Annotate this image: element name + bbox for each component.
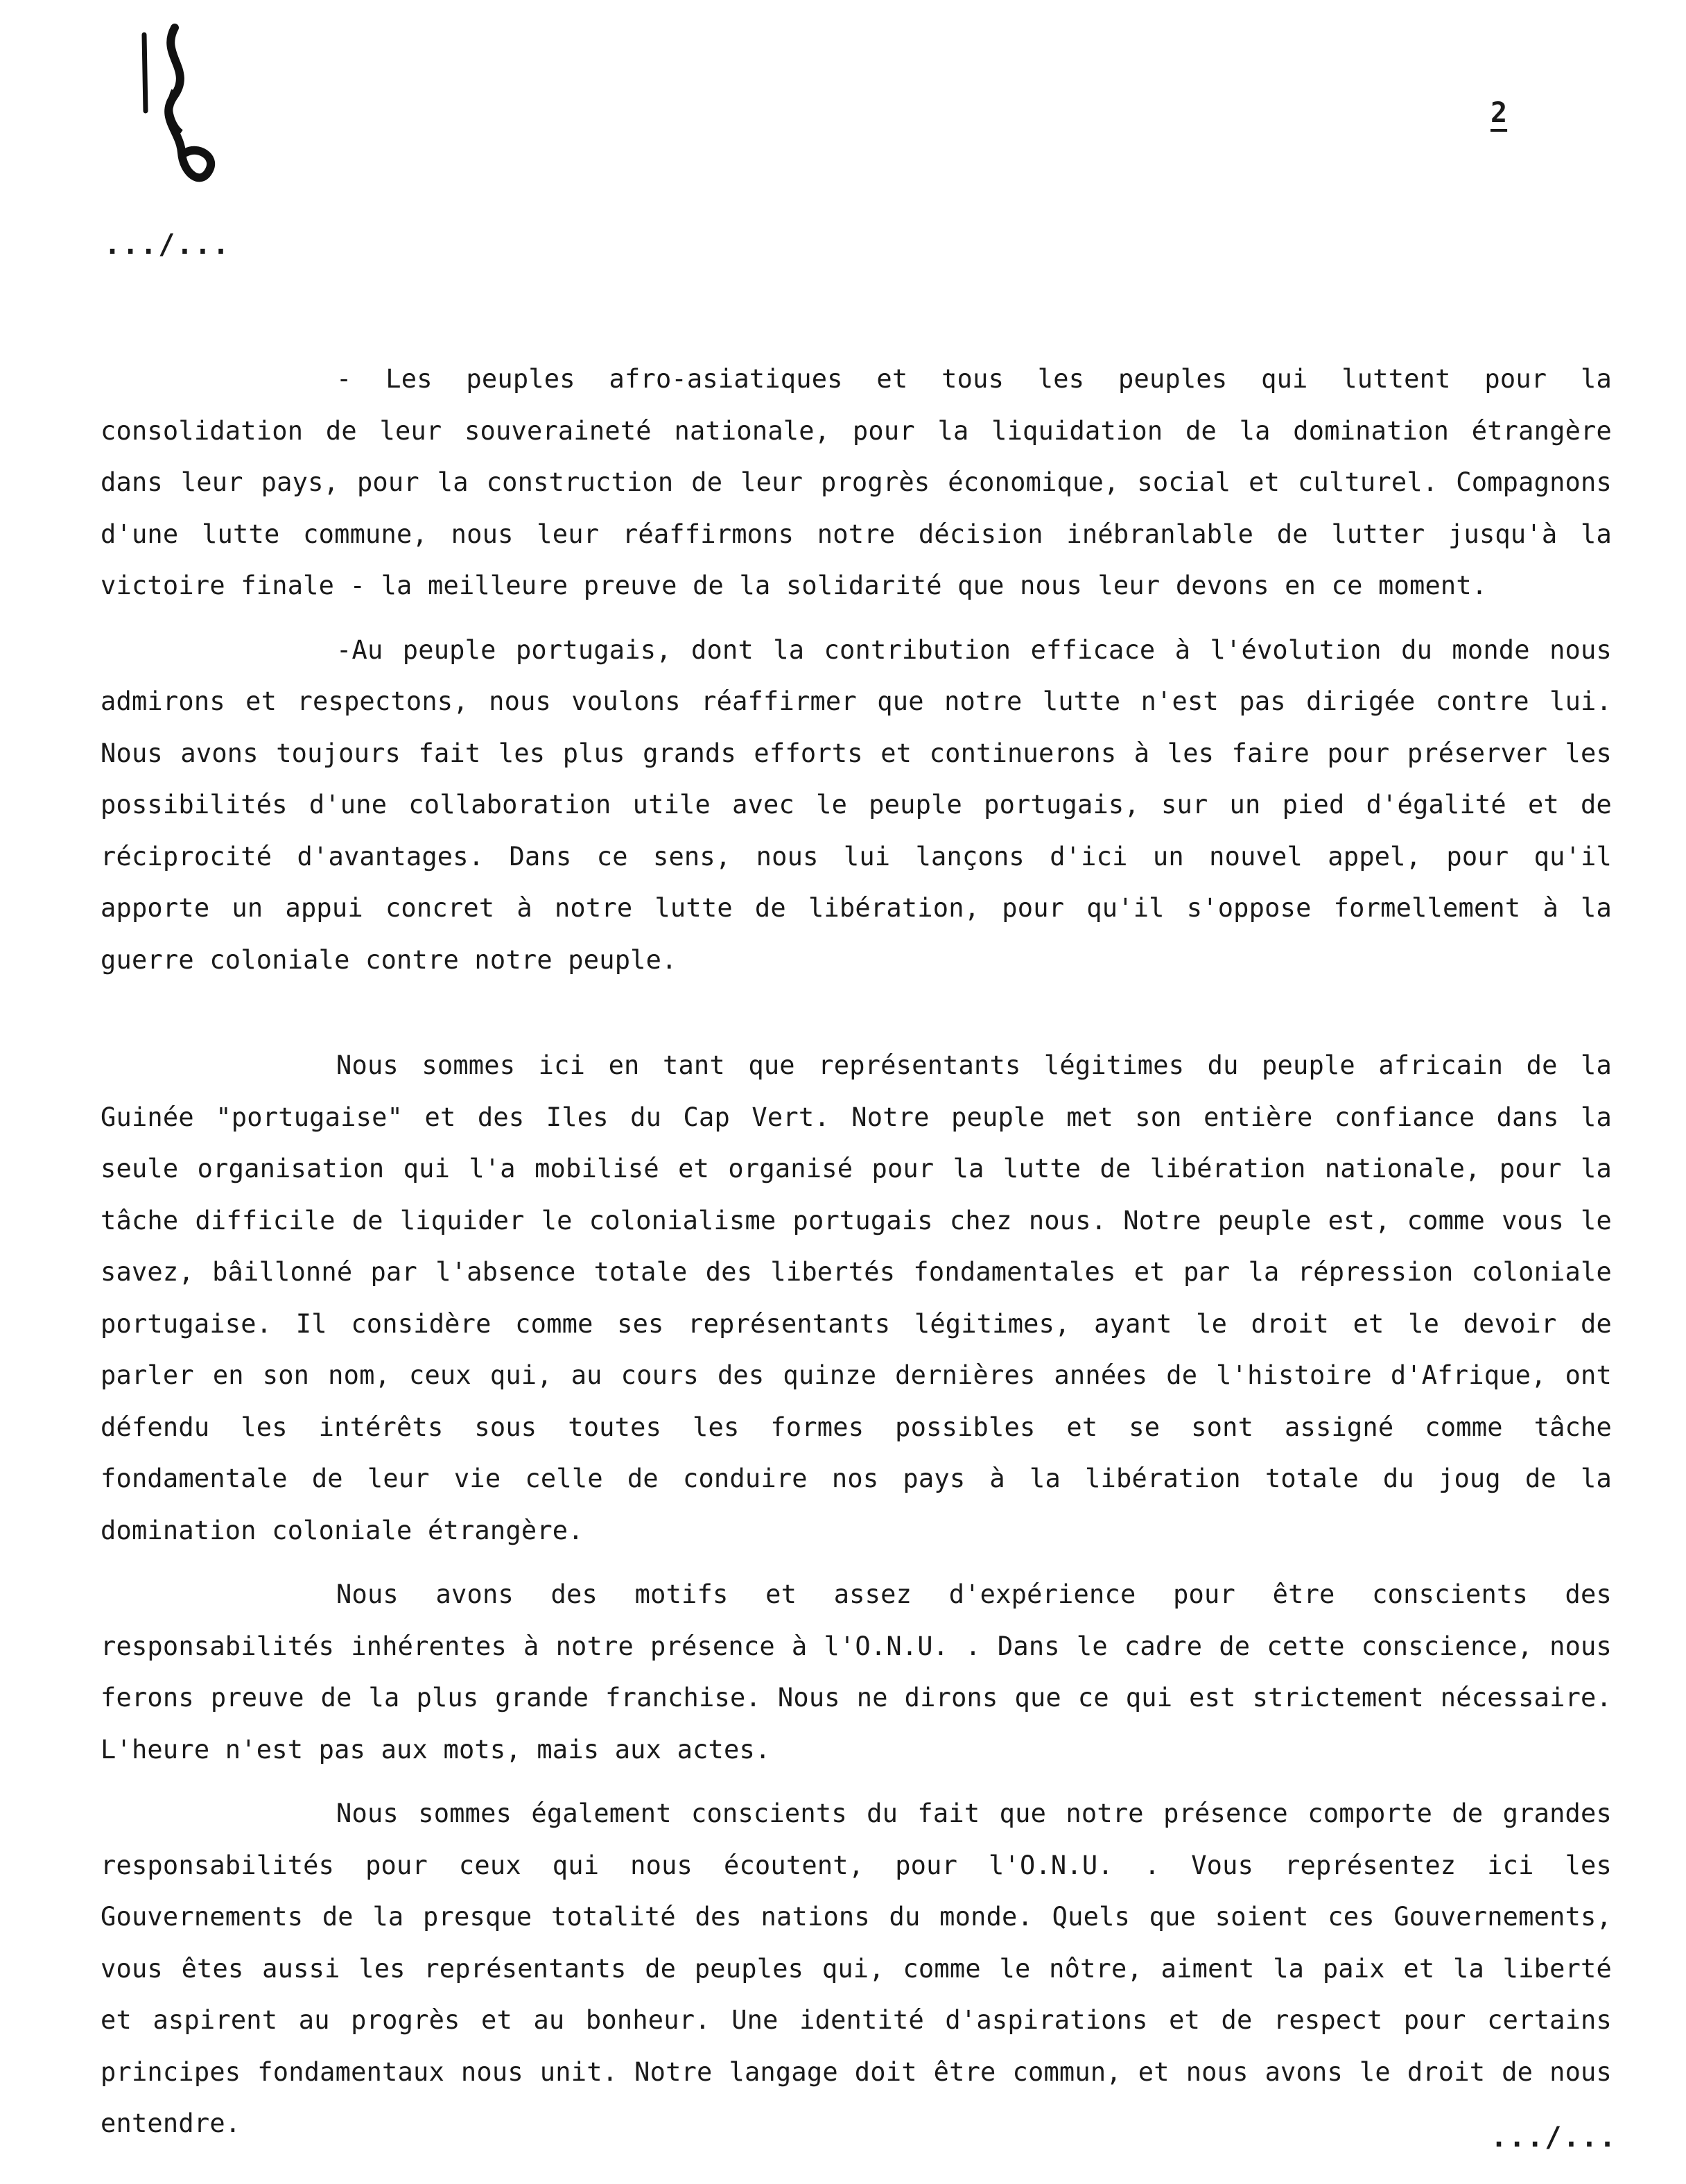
paragraph-4: Nous avons des motifs et assez d'expérience pour être conscients des responsabilités inhérentes à notre présence à l'O.N.U. . Dans le cadre de cette conscience, nous ferons preuve de la plus grande franchise. Nous ne dirons que ce qui est strictement nécessaire. L'heure n'est pas aux mots, mais aux actes.: [101, 1579, 1612, 1765]
document-body: [101, 354, 1612, 2150]
paragraph-1: - Les peuples afro-asiatiques et tous les peuples qui luttent pour la consolidation de leur souveraineté nationale, pour la liquidation de la domination étrangère dans leur pays, pour la construction de leur progrès économique, social et culturel. Compagnons d'une lutte commune, nous leur réaffirmons notre décision inébranlable de lutter jusqu'à la victoire finale - la meilleure preuve de la solidarité que nous leur devons en ce moment.: [101, 364, 1612, 600]
continuation-marker-bottom: .../...: [1491, 2122, 1617, 2153]
paragraph-2: -Au peuple portugais, dont la contribution efficace à l'évolution du monde nous admirons et respectons, nous voulons réaffirmer que notre lutte n'est pas dirigée contre lui. Nous avons toujours fait les plus grands efforts et continuerons à les faire pour préserver les possibilités d'une collaboration utile avec le peuple portugais, sur un pied d'égalité et de réciprocité d'avantages. Dans ce sens, nous lui lançons d'ici un nouvel appel, pour qu'il apporte un appui concret à notre lutte de libération, pour qu'il s'oppose formellement à la guerre coloniale contre notre peuple.: [101, 634, 1612, 975]
continuation-marker-top: .../...: [104, 229, 231, 261]
page-number: 2: [1491, 97, 1508, 129]
paragraph-3: Nous sommes ici en tant que représentants légitimes du peuple africain de la Guinée "portugaise" et des Iles du Cap Vert. Notre peuple met son entière confiance dans la seule organisation qui l'a mobilisé et organisé pour la lutte de libération nationale, pour la tâche difficile de liquider le colonialisme portugais chez nous. Notre peuple est, comme vous le savez, bâillonné par l'absence totale des libertés fondamentales et par la répression coloniale portugaise. Il considère comme ses représentants légitimes, ayant le droit et le devoir de parler en son nom, ceux qui, au cours des quinze dernières années de l'histoire d'Afrique, ont défendu les intérêts sous toutes les formes possibles et se sont assigné comme tâche fondamentale de leur vie celle de conduire nos pays à la libération totale du joug de la domination coloniale étrangère.: [101, 1050, 1612, 1545]
paragraph-5: Nous sommes également conscients du fait que notre présence comporte de grandes responsabilités pour ceux qui nous écoutent, pour l'O.N.U. . Vous représentez ici les Gouvernements de la presque totalité des nations du monde. Quels que soient ces Gouvernements, vous êtes aussi les représentants de peuples qui, comme le nôtre, aiment la paix et la liberté et aspirent au progrès et au bonheur. Une identité d'aspirations et de respect pour certains principes fondamentaux nous unit. Notre langage doit être commun, et nous avons le droit de nous entendre.: [101, 1799, 1612, 2138]
handwritten-mark: [132, 14, 229, 201]
